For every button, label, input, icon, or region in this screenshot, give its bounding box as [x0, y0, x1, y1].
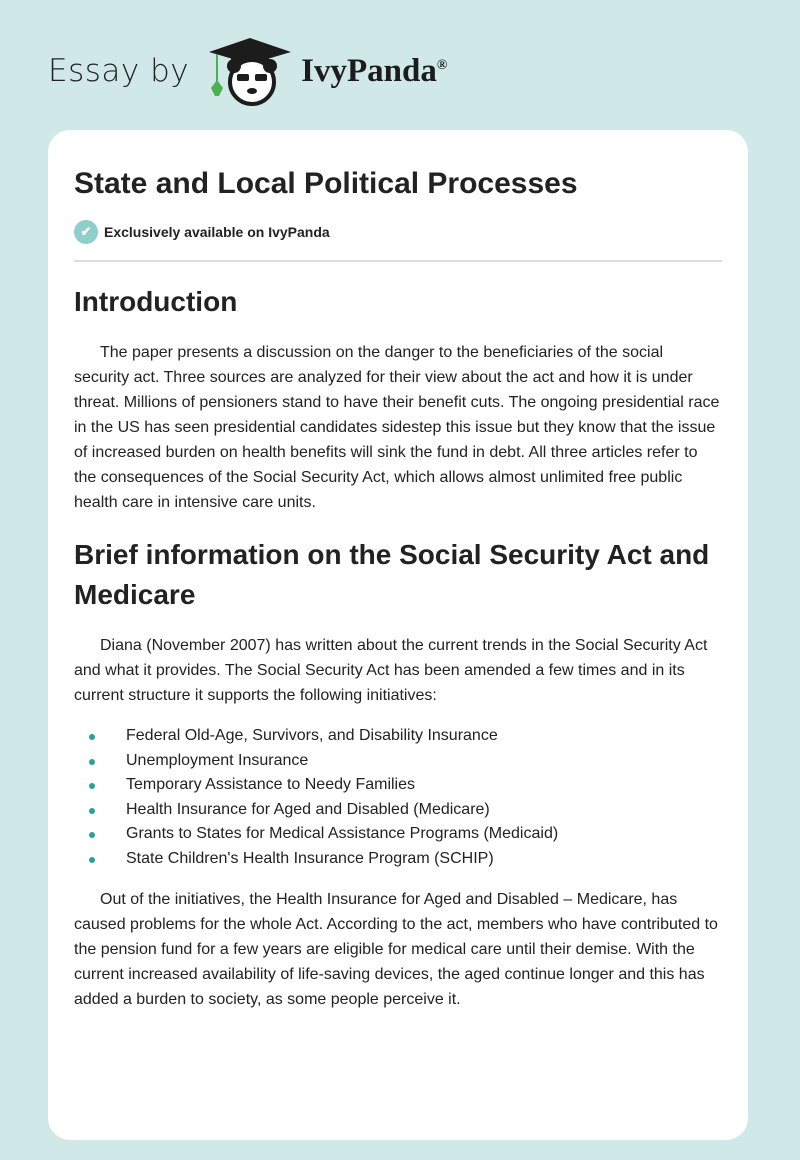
- badge-label: Exclusively available on IvyPanda: [104, 224, 330, 240]
- brand-name[interactable]: [301, 53, 447, 90]
- bullet-icon: [89, 832, 95, 838]
- section-heading: Brief information on the Social Security Act and Medicare: [74, 539, 710, 610]
- paragraph: Out of the initiatives, the Health Insurance for Aged and Disabled – Medicare, has caused problems for the whole Act. According to the act, members who have contributed to the pension fund for a few years are eligible for medical care until their demise. With the current increased availability of life-saving devices, the aged continue longer and this has added a burden to society, as some people perceive it.: [74, 891, 718, 1008]
- list-item: [126, 724, 722, 749]
- essay-card: [48, 130, 748, 1140]
- check-icon: ✔: [74, 220, 98, 244]
- bullet-icon: [89, 734, 95, 740]
- paragraph: Diana (November 2007) has written about the current trends in the Social Security Act and what it provides. The Social Security Act has been amended a few times and in its current structure it supports the following initiatives:: [74, 637, 708, 704]
- list-item-text: State Children's Health Insurance Program (SCHIP): [126, 849, 494, 867]
- ivypanda-logo-icon[interactable]: [207, 36, 293, 106]
- list-item-text: Federal Old-Age, Survivors, and Disability Insurance: [126, 727, 498, 744]
- bullet-icon: [89, 759, 95, 765]
- initiatives-list: [74, 724, 722, 871]
- list-item: [126, 847, 722, 872]
- list-item-text: Temporary Assistance to Needy Families: [126, 776, 415, 793]
- site-header: [48, 36, 447, 106]
- divider: [74, 260, 722, 262]
- list-item: [126, 749, 722, 774]
- bullet-icon: [89, 857, 95, 863]
- bullet-icon: [89, 783, 95, 789]
- section-heading: Introduction: [74, 286, 238, 317]
- list-item: [126, 822, 722, 847]
- page-title: State and Local Political Processes: [74, 167, 578, 200]
- list-item-text: Grants to States for Medical Assistance Programs (Medicaid): [126, 825, 559, 842]
- essay-by-label: Essay by: [48, 53, 190, 89]
- exclusive-badge: [74, 220, 722, 244]
- bullet-icon: [89, 808, 95, 814]
- registered-mark: ®: [436, 57, 448, 73]
- list-item: [126, 773, 722, 798]
- brand-text: IvyPanda: [301, 52, 437, 89]
- paragraph: The paper presents a discussion on the danger to the beneficiaries of the social security act. Three sources are analyzed for their view about the act and how it is under threat. Millions of pensioners stand to have their benefit cuts. The ongoing presidential race in the US has seen presidential candidates sidestep this issue but they know that the issue of increased burden on health benefits will sink the fund in debt. All three articles refer to the consequences of the Social Security Act, which allows almost unlimited free public health care in intensive care units.: [74, 344, 720, 511]
- list-item-text: Unemployment Insurance: [126, 751, 309, 769]
- list-item: [126, 798, 722, 823]
- list-item-text: Health Insurance for Aged and Disabled (Medicare): [126, 800, 490, 818]
